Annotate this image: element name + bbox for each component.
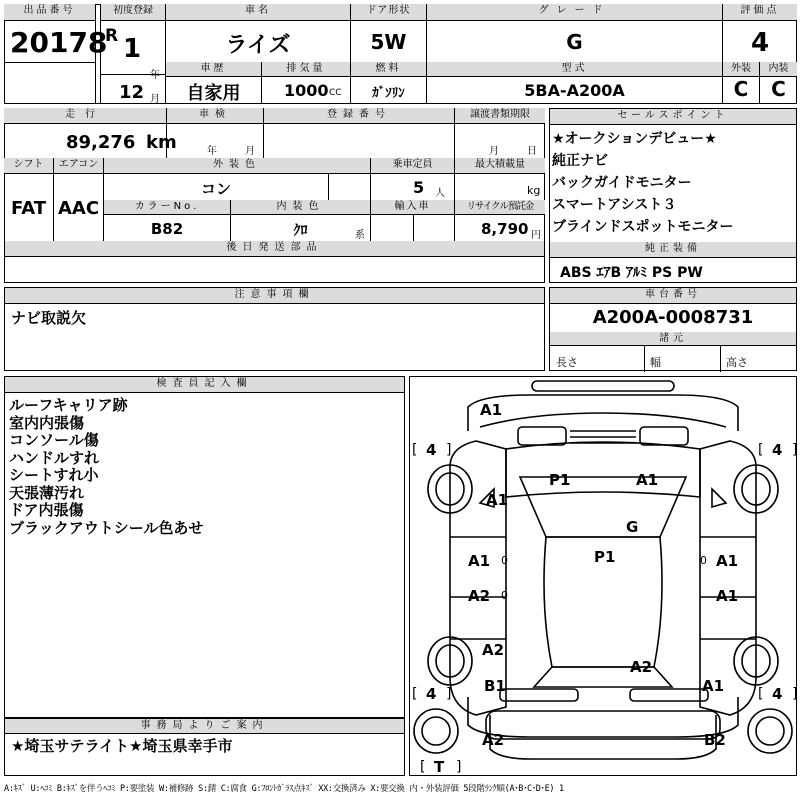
equipment-label: 純正装備 bbox=[550, 242, 796, 258]
max-load-cell bbox=[455, 158, 545, 200]
inspector-line-2: 室内内張傷 bbox=[9, 413, 85, 432]
sales-point-2: 純正ナビ bbox=[552, 153, 608, 169]
door-cell bbox=[351, 4, 427, 62]
lot-number-cell bbox=[4, 4, 108, 62]
inspection-label: 車検 bbox=[167, 108, 263, 124]
sales-point-block bbox=[549, 108, 797, 283]
mark-left-rear-quarter: B1 bbox=[484, 677, 506, 695]
era: R bbox=[105, 26, 119, 46]
lot-number-lower bbox=[4, 62, 96, 104]
svg-text:[: [ bbox=[412, 442, 418, 458]
reg-no-cell bbox=[264, 108, 455, 158]
mark-left-front-door: A1 bbox=[468, 552, 491, 570]
width-divider bbox=[720, 346, 721, 372]
color-no-label: カラーNo. bbox=[104, 200, 230, 215]
recycle-unit: 円 bbox=[531, 230, 541, 241]
capacity-unit: 人 bbox=[435, 188, 445, 199]
hood-shape bbox=[506, 442, 700, 497]
tire-fl-value: 4 bbox=[426, 441, 437, 459]
mileage: 89,276 bbox=[66, 132, 136, 153]
spare-value: T bbox=[434, 758, 445, 776]
office-block bbox=[4, 718, 405, 776]
model-cell bbox=[427, 62, 723, 104]
width-label: 幅 bbox=[650, 356, 661, 369]
shift: FAT bbox=[10, 198, 47, 219]
car-name-label: 車名 bbox=[166, 4, 350, 21]
inspector-line-1: ルーフキャリア跡 bbox=[9, 396, 128, 414]
mileage-label: 走行 bbox=[4, 108, 166, 124]
score-cell bbox=[723, 4, 797, 62]
interior-label: 内装 bbox=[760, 62, 797, 77]
transfer-label: 譲渡書類期限 bbox=[455, 108, 545, 124]
color-no-cell bbox=[104, 200, 231, 241]
mark-front-bumper: A1 bbox=[480, 401, 503, 419]
fuel-label: 燃料 bbox=[351, 62, 426, 77]
first-reg-label: 初度登録 bbox=[101, 4, 165, 21]
displacement-unit: CC bbox=[329, 88, 342, 98]
inspector-line-8: ブラックアウトシール色あせ bbox=[9, 518, 204, 537]
office-label: 事務局よりご案内 bbox=[5, 718, 404, 734]
transfer-cell bbox=[455, 108, 545, 158]
right-taillight bbox=[630, 689, 708, 701]
left-headlight bbox=[518, 427, 566, 445]
chassis-block bbox=[549, 287, 797, 371]
ac-cell bbox=[54, 158, 104, 241]
svg-text:]: ] bbox=[456, 759, 462, 775]
sales-point-1: ★オークションデビュー★ bbox=[552, 131, 717, 147]
tire-fr-value: 4 bbox=[772, 441, 783, 459]
front-bumper-shape bbox=[532, 381, 674, 391]
import-label: 輸入車 bbox=[371, 200, 454, 215]
grade-cell bbox=[427, 4, 723, 62]
svg-text:[: [ bbox=[758, 686, 764, 702]
mark-roof: P1 bbox=[594, 548, 616, 566]
inspection-year-unit: 年 bbox=[207, 146, 217, 157]
grade-label: グレード bbox=[427, 4, 722, 21]
length-divider bbox=[644, 346, 645, 372]
chassis-label: 車台番号 bbox=[550, 288, 796, 304]
tire-rr-value: 4 bbox=[772, 685, 783, 703]
reg-month: 12 bbox=[119, 82, 145, 103]
ext-color-cell bbox=[104, 158, 371, 200]
capacity-label: 乗車定員 bbox=[371, 158, 454, 174]
tire-rl-value: 4 bbox=[426, 685, 437, 703]
hood-outline bbox=[480, 413, 726, 427]
mark-hood-left: P1 bbox=[549, 471, 571, 489]
inspector-line-7: ドア内張傷 bbox=[9, 501, 84, 519]
shift-cell bbox=[4, 158, 54, 241]
mark-right-front-door: A1 bbox=[716, 552, 739, 570]
interior-grade-cell bbox=[760, 62, 797, 104]
model-label: 型式 bbox=[427, 62, 722, 77]
lot-number-label: 出品番号 bbox=[4, 4, 95, 21]
transfer-day: 日 bbox=[527, 146, 537, 157]
mileage-unit: km bbox=[146, 132, 177, 153]
import-sub-divider bbox=[413, 215, 414, 241]
inspector-label: 検査員記入欄 bbox=[5, 377, 404, 393]
svg-text:[: [ bbox=[758, 442, 764, 458]
svg-text:]: ] bbox=[446, 442, 452, 458]
displacement: 1000 bbox=[284, 81, 329, 100]
interior-grade: C bbox=[771, 77, 786, 101]
shift-label: シフト bbox=[4, 158, 53, 174]
sales-point-3: バックガイドモニター bbox=[552, 175, 692, 191]
transfer-month: 月 bbox=[489, 146, 499, 157]
displacement-label: 排気量 bbox=[262, 62, 350, 77]
inspector-line-4: ハンドルすれ bbox=[9, 448, 100, 467]
equipment: ABS ｴｱB ｱﾙﾐ PS PW bbox=[560, 265, 703, 281]
mark-left-rear-door: A2 bbox=[468, 587, 491, 605]
inspector-block bbox=[4, 376, 405, 718]
displacement-cell bbox=[262, 62, 351, 104]
left-taillight bbox=[500, 689, 578, 701]
mark-trunk: A2 bbox=[630, 658, 653, 676]
mark-rear-bumper-right: B2 bbox=[704, 731, 726, 749]
later-parts-label: 後日発送部品 bbox=[5, 241, 544, 257]
grade: G bbox=[566, 30, 583, 54]
score-label: 評価点 bbox=[723, 4, 797, 21]
fuel-cell bbox=[351, 62, 427, 104]
door-type: 5W bbox=[370, 30, 407, 54]
exterior-grade: C bbox=[733, 77, 749, 101]
color-no: B82 bbox=[150, 220, 184, 238]
spare-tire-right bbox=[748, 709, 792, 753]
lot-number: 20178 bbox=[10, 26, 108, 59]
ext-color: コン bbox=[200, 180, 231, 198]
car-diagram bbox=[410, 377, 796, 775]
mark-right-rear-door: A1 bbox=[716, 587, 739, 605]
notes-text: ナビ取説欠 bbox=[11, 309, 87, 327]
history-label: 車歴 bbox=[166, 62, 261, 77]
svg-text:[: [ bbox=[412, 686, 418, 702]
mark-hood-right: A1 bbox=[636, 471, 659, 489]
first-reg-divider bbox=[100, 74, 166, 75]
recycle-label: リサイクル預託金 bbox=[455, 200, 545, 215]
reg-no-label: 登録番号 bbox=[264, 108, 454, 124]
mark-left-front-door-sub: 0 bbox=[501, 554, 508, 567]
ac-label: エアコン bbox=[54, 158, 103, 174]
office-text: ★埼玉サテライト★埼玉県幸手市 bbox=[11, 737, 233, 755]
int-color: ｸﾛ bbox=[293, 223, 308, 239]
history-cell bbox=[166, 62, 262, 104]
ext-color-label: 外装色 bbox=[104, 158, 370, 174]
max-load-label: 最大積載量 bbox=[455, 158, 545, 174]
max-load-unit: kg bbox=[527, 184, 541, 197]
capacity-cell bbox=[371, 158, 455, 200]
inspector-line-5: シートすれ小 bbox=[9, 466, 99, 484]
door-label: ドア形状 bbox=[351, 4, 426, 21]
import-cell bbox=[371, 200, 455, 241]
car-name: ライズ bbox=[225, 33, 291, 58]
sales-point-4: スマートアシスト３ bbox=[552, 197, 677, 213]
mark-windshield: G bbox=[626, 518, 639, 536]
history: 自家用 bbox=[186, 83, 241, 104]
int-color-suffix: 系 bbox=[355, 230, 365, 241]
rear-outline bbox=[468, 697, 738, 737]
year-unit: 年 bbox=[150, 70, 160, 81]
capacity: 5 bbox=[413, 178, 425, 197]
specs-label: 諸元 bbox=[550, 332, 796, 346]
mark-left-front-fender: A1 bbox=[486, 491, 509, 509]
reg-year: 1 bbox=[123, 34, 142, 64]
spare-tire-left bbox=[414, 709, 458, 753]
month-unit: 月 bbox=[150, 94, 160, 105]
mark-rear-bumper-left: A2 bbox=[482, 731, 505, 749]
notes-label: 注意事項欄 bbox=[5, 288, 544, 304]
int-color-label: 内装色 bbox=[231, 200, 370, 215]
car-diagram-block bbox=[409, 376, 797, 776]
mark-left-rear-fender: A2 bbox=[482, 641, 505, 659]
inspection-month-unit: 月 bbox=[245, 146, 255, 157]
length-label: 長さ bbox=[556, 356, 578, 369]
mileage-cell bbox=[4, 108, 177, 158]
score: 4 bbox=[750, 28, 770, 58]
int-color-cell bbox=[231, 200, 371, 241]
ext-color-sub-divider bbox=[328, 174, 329, 200]
legend: A:ｷｽﾞ U:ﾍｺﾐ B:ｷｽﾞを伴うﾍｺﾐ P:要塗装 W:補修跡 S:錆 C:腐食 G:ﾌﾛﾝﾄｶﾞﾗｽ点ｷｽﾞ XX:交換済み X:要交換 内・外装評価 5段階ﾗﾝｸ順(A･B･C･D･E) 1 bbox=[4, 784, 564, 794]
model: 5BA-A200A bbox=[524, 81, 625, 100]
inspector-line-6: 天張薄汚れ bbox=[9, 483, 85, 502]
chassis-number: A200A-0008731 bbox=[592, 307, 754, 328]
mark-right-front-door-sub: 0 bbox=[700, 554, 707, 567]
svg-text:[: [ bbox=[420, 759, 426, 775]
car-name-cell bbox=[166, 4, 351, 62]
recycle-cell bbox=[455, 200, 545, 241]
inspector-line-3: コンソール傷 bbox=[9, 431, 99, 449]
recycle: 8,790 bbox=[481, 220, 529, 238]
windshield-shape bbox=[520, 477, 686, 537]
svg-text:]: ] bbox=[792, 442, 798, 458]
inspection-cell bbox=[167, 108, 264, 158]
fuel: ｶﾞｿﾘﾝ bbox=[372, 86, 405, 101]
rear-bumper-shape bbox=[486, 711, 720, 739]
right-headlight bbox=[640, 427, 688, 445]
sales-point-label: セールスポイント bbox=[550, 109, 796, 125]
first-reg-cell bbox=[100, 4, 166, 104]
sales-point-5: ブラインドスポットモニター bbox=[552, 219, 734, 235]
mark-right-rear-quarter: A1 bbox=[702, 677, 725, 695]
svg-text:]: ] bbox=[446, 686, 452, 702]
exterior-grade-cell bbox=[723, 62, 760, 104]
height-label: 高さ bbox=[726, 356, 748, 369]
svg-text:]: ] bbox=[792, 686, 798, 702]
mark-left-rear-door-sub: 0 bbox=[501, 589, 508, 602]
ac: AAC bbox=[57, 198, 100, 219]
notes-block bbox=[4, 287, 545, 371]
exterior-label: 外装 bbox=[723, 62, 759, 77]
